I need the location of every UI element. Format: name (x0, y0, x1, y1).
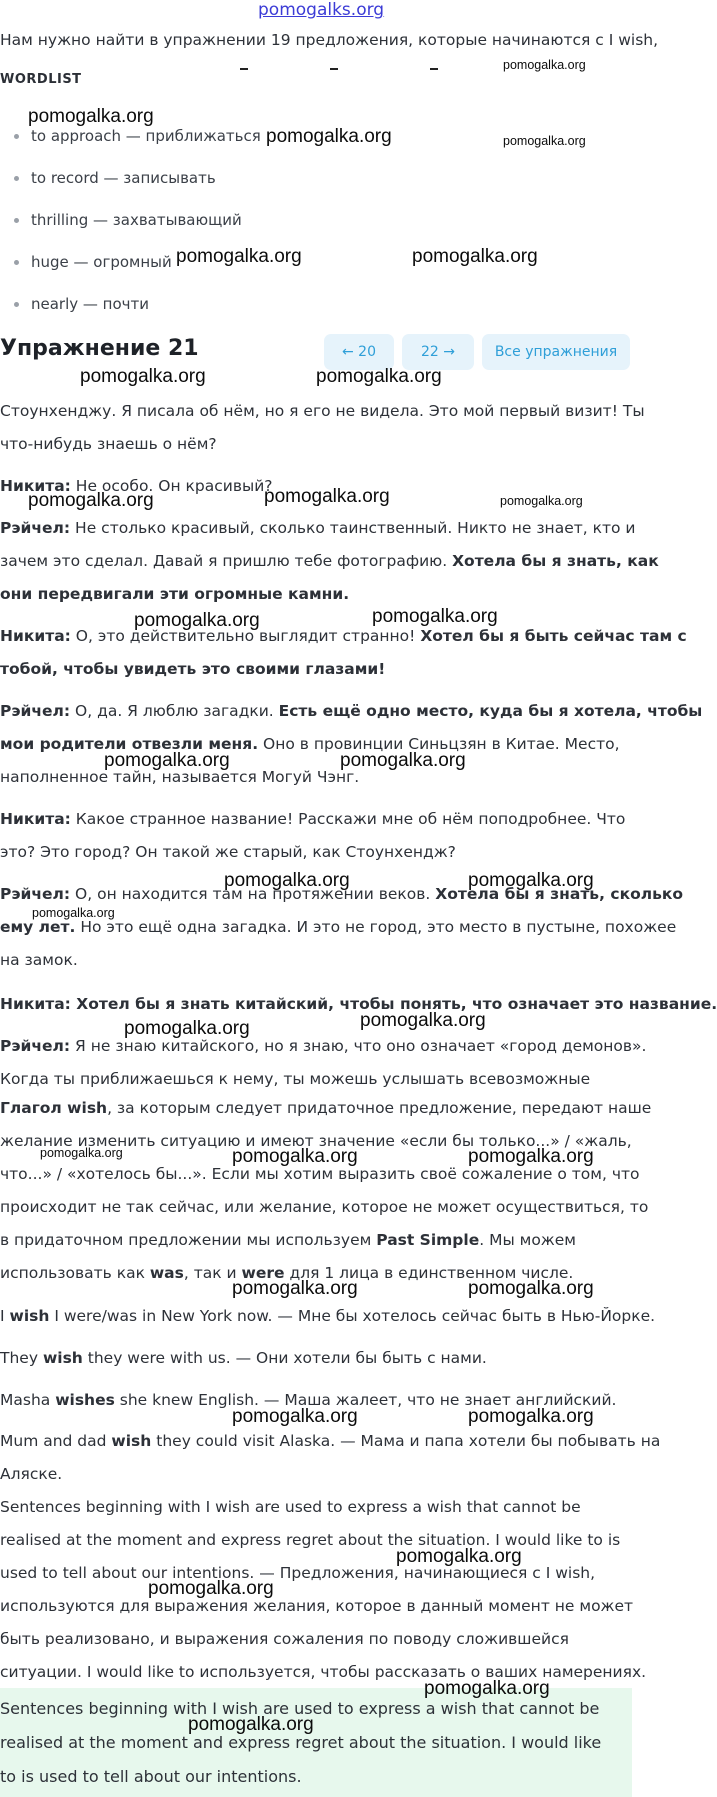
speaker-name: Никита: (0, 477, 71, 495)
dialogue-line: они передвигали эти огромные камни. (0, 585, 350, 603)
watermark: pomogalka.org (340, 750, 466, 771)
watermark: pomogalka.org (503, 58, 586, 72)
watermark: pomogalka.org (468, 1146, 594, 1167)
answer-line: Sentences beginning with I wish are used to express a wish that cannot be (0, 1498, 581, 1516)
dialogue-line: это? Это город? Он такой же старый, как Стоунхендж? (0, 843, 456, 861)
watermark: pomogalka.org (412, 246, 538, 267)
bullet-icon (14, 302, 19, 307)
speaker-name: Рэйчел: (0, 702, 71, 720)
dialogue-line: Рэйчел: О, да. Я люблю загадки. Есть ещё одно место, куда бы я хотела, чтобы (0, 702, 703, 720)
dialogue-line: Стоунхенджу. Я писала об нём, но я его не видела. Это мой первый визит! Ты (0, 402, 645, 420)
exercise-title: Упражнение 21 (0, 336, 199, 361)
watermark: pomogalka.org (360, 1010, 486, 1031)
dialogue-line: Рэйчел: О, он находится там на протяжении веков. Хотела бы я знать, сколько (0, 885, 684, 903)
speaker-name: Никита: (0, 810, 71, 828)
answer-line: used to tell about our intentions. — Предложения, начинающиеся с I wish, (0, 1564, 596, 1582)
watermark: pomogalka.org (503, 134, 586, 148)
dialogue-line: мои родители отвезли меня. Оно в провинции Синьцзян в Китае. Место, (0, 735, 620, 753)
dialogue-line: Рэйчел: Я не знаю китайского, но я знаю, что оно означает «город демонов». (0, 1037, 647, 1055)
dialogue-line: Никита: Хотел бы я знать китайский, чтобы понять, что означает это название. (0, 995, 717, 1013)
watermark: pomogalka.org (468, 870, 594, 891)
highlight-line: realised at the moment and express regret about the situation. I would like (0, 1733, 602, 1752)
site-logo[interactable]: pomogalks.org (258, 0, 385, 20)
answer-line: realised at the moment and express regret about the situation. I would like to is (0, 1531, 621, 1549)
answer-line: быть реализовано, и выражения сожаления по поводу сложившейся (0, 1630, 569, 1648)
bullet-icon (14, 260, 19, 265)
dialogue-line: ему лет. Но это ещё одна загадка. И это не город, это место в пустыне, похожее (0, 918, 677, 936)
cut-mark (240, 68, 248, 70)
dialogue-line: тобой, чтобы увидеть это своими глазами! (0, 660, 386, 678)
grammar-line: Глагол wish, за которым следует придаточное предложение, передают наше (0, 1099, 652, 1117)
watermark: pomogalka.org (396, 1546, 522, 1567)
answer-line: используются для выражения желания, которое в данный момент не может (0, 1597, 634, 1615)
grammar-line: происходит не так сейчас, или желание, которое не может осуществиться, то (0, 1198, 649, 1216)
watermark: pomogalka.org (124, 1018, 250, 1039)
dialogue-line: что-нибудь знаешь о нём? (0, 435, 217, 453)
watermark: pomogalka.org (80, 366, 206, 387)
watermark: pomogalka.org (468, 1278, 594, 1299)
dialogue-line: Никита: О, это действительно выглядит странно! Хотел бы я быть сейчас там с (0, 627, 687, 645)
dialogue-line: Когда ты приближаешься к нему, ты можешь услышать всевозможные (0, 1070, 591, 1088)
watermark: pomogalka.org (104, 750, 230, 771)
prev-exercise-button[interactable]: ← 20 (324, 334, 394, 370)
watermark: pomogalka.org (40, 1146, 123, 1160)
bullet-icon (14, 176, 19, 181)
watermark: pomogalka.org (32, 906, 115, 920)
highlight-line: to is used to tell about our intentions. (0, 1767, 302, 1786)
watermark: pomogalka.org (500, 494, 583, 508)
answer-line: ситуации. I would like to используется, чтобы рассказать о ваших намерениях. (0, 1663, 647, 1681)
dialogue-line: наполненное тайн, называется Могуй Чэнг. (0, 768, 360, 786)
cut-mark (330, 68, 338, 70)
watermark: pomogalka.org (28, 490, 154, 511)
watermark: pomogalka.org (316, 366, 442, 387)
example-line: Аляске. (0, 1465, 63, 1483)
example-line: Masha wishes she knew English. — Маша жалеет, что не знает английский. (0, 1391, 617, 1409)
watermark: pomogalka.org (266, 126, 392, 147)
watermark: pomogalka.org (372, 606, 498, 627)
highlight-line: Sentences beginning with I wish are used to express a wish that cannot be (0, 1699, 600, 1718)
next-exercise-button[interactable]: 22 → (402, 334, 474, 370)
watermark: pomogalka.org (424, 1678, 550, 1699)
dialogue-line: Никита: Не особо. Он красивый? (0, 477, 273, 495)
speaker-name: Никита: (0, 995, 71, 1013)
bullet-icon (14, 134, 19, 139)
grammar-line: использовать как was, так и were для 1 лица в единственном числе. (0, 1264, 574, 1282)
watermark: pomogalka.org (134, 610, 260, 631)
cut-mark (430, 68, 438, 70)
watermark: pomogalka.org (224, 870, 350, 891)
example-line: I wish I were/was in New York now. — Мне бы хотелось сейчас быть в Нью-Йорке. (0, 1307, 656, 1325)
wordlist-title: WORDLIST (0, 72, 82, 87)
all-exercises-button[interactable]: Все упражнения (482, 334, 630, 370)
dialogue-line: зачем это сделал. Давай я пришлю тебе фотографию. Хотела бы я знать, как (0, 552, 659, 570)
bullet-icon (14, 218, 19, 223)
watermark: pomogalka.org (28, 106, 154, 127)
watermark: pomogalka.org (148, 1578, 274, 1599)
wordlist-item: thrilling — захватывающий (14, 211, 242, 229)
wordlist-item: to record — записывать (14, 169, 216, 187)
watermark: pomogalka.org (468, 1406, 594, 1427)
dialogue-line: Никита: Какое странное название! Расскажи мне об нём поподробнее. Что (0, 810, 626, 828)
watermark: pomogalka.org (232, 1278, 358, 1299)
grammar-line: желание изменить ситуацию и имеют значение «если бы только...» / «жаль, (0, 1132, 632, 1150)
grammar-line: в придаточном предложении мы используем Past Simple. Мы можем (0, 1231, 576, 1249)
speaker-name: Никита: (0, 627, 71, 645)
watermark: pomogalka.org (188, 1714, 314, 1735)
dialogue-line: на замок. (0, 951, 78, 969)
example-line: They wish they were with us. — Они хотели бы быть с нами. (0, 1349, 487, 1367)
speaker-name: Рэйчел: (0, 519, 71, 537)
grammar-line: что...» / «хотелось бы...». Если мы хотим выразить своё сожаление о том, что (0, 1165, 640, 1183)
intro-text: Нам нужно найти в упражнении 19 предложения, которые начинаются с I wish, (0, 31, 659, 49)
watermark: pomogalka.org (232, 1406, 358, 1427)
example-line: Mum and dad wish they could visit Alaska. — Мама и папа хотели бы побывать на (0, 1432, 661, 1450)
watermark: pomogalka.org (176, 246, 302, 267)
watermark: pomogalka.org (232, 1146, 358, 1167)
wordlist-item: nearly — почти (14, 295, 149, 313)
speaker-name: Рэйчел: (0, 1037, 71, 1055)
wordlist-item: huge — огромный (14, 253, 172, 271)
speaker-name: Рэйчел: (0, 885, 71, 903)
dialogue-line: Рэйчел: Не столько красивый, сколько таинственный. Никто не знает, кто и (0, 519, 636, 537)
watermark: pomogalka.org (264, 486, 390, 507)
wordlist-item: to approach — приближаться (14, 127, 261, 145)
